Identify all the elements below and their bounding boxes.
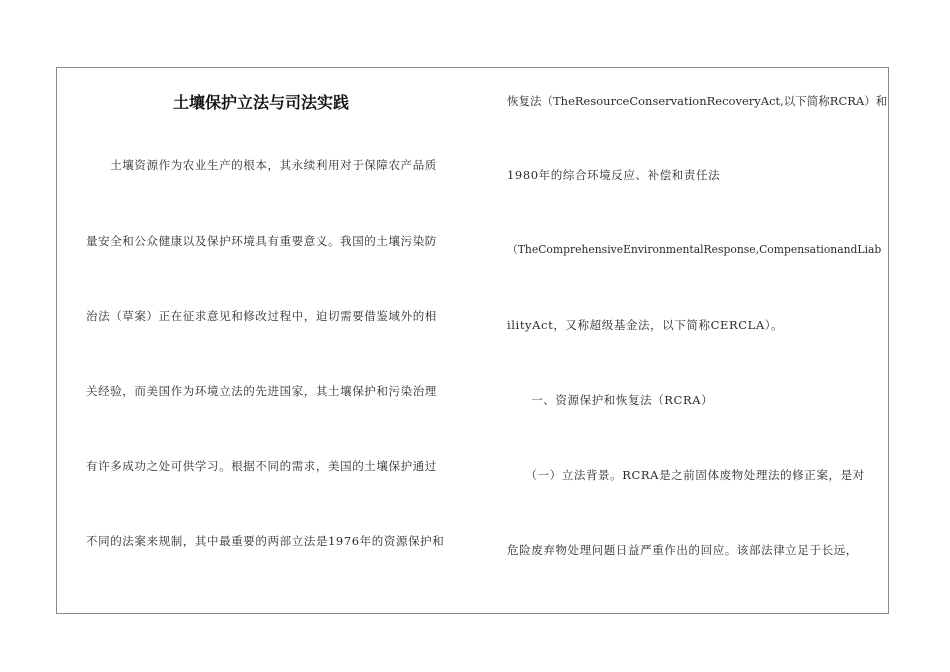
paragraph-line: 1980年的综合环境反应、补偿和责任法 bbox=[507, 168, 721, 182]
paragraph-line: 不同的法案来规制，其中最重要的两部立法是1976年的资源保护和 bbox=[86, 534, 445, 548]
page-frame bbox=[56, 67, 889, 614]
paragraph-line: 土壤资源作为农业生产的根本，其永续利用对于保障农产品质 bbox=[86, 158, 437, 172]
section-heading: 一、资源保护和恢复法（RCRA） bbox=[507, 393, 714, 407]
paragraph-line: （TheComprehensiveEnvironmentalResponse,CompensationandLiab bbox=[507, 243, 882, 256]
paragraph-line: 关经验，而美国作为环境立法的先进国家，其土壤保护和污染治理 bbox=[86, 384, 437, 398]
paragraph-line: 危险废弃物处理问题日益严重作出的回应。该部法律立足于长远， bbox=[507, 543, 858, 557]
paragraph-line: （一）立法背景。RCRA是之前固体废物处理法的修正案，是对 bbox=[507, 468, 865, 482]
paragraph-line: 量安全和公众健康以及保护环境具有重要意义。我国的土壤污染防 bbox=[86, 234, 437, 248]
paragraph-line: ilityAct，又称超级基金法，以下简称CERCLA）。 bbox=[507, 318, 784, 332]
paragraph-line: 有许多成功之处可供学习。根据不同的需求，美国的土壤保护通过 bbox=[86, 459, 437, 473]
paragraph-line: 治法（草案）正在征求意见和修改过程中，迫切需要借鉴域外的相 bbox=[86, 309, 437, 323]
paragraph-line: 恢复法（TheResourceConservationRecoveryAct,以下简称RCRA）和 bbox=[507, 94, 888, 108]
document-title: 土壤保护立法与司法实践 bbox=[172, 93, 349, 112]
